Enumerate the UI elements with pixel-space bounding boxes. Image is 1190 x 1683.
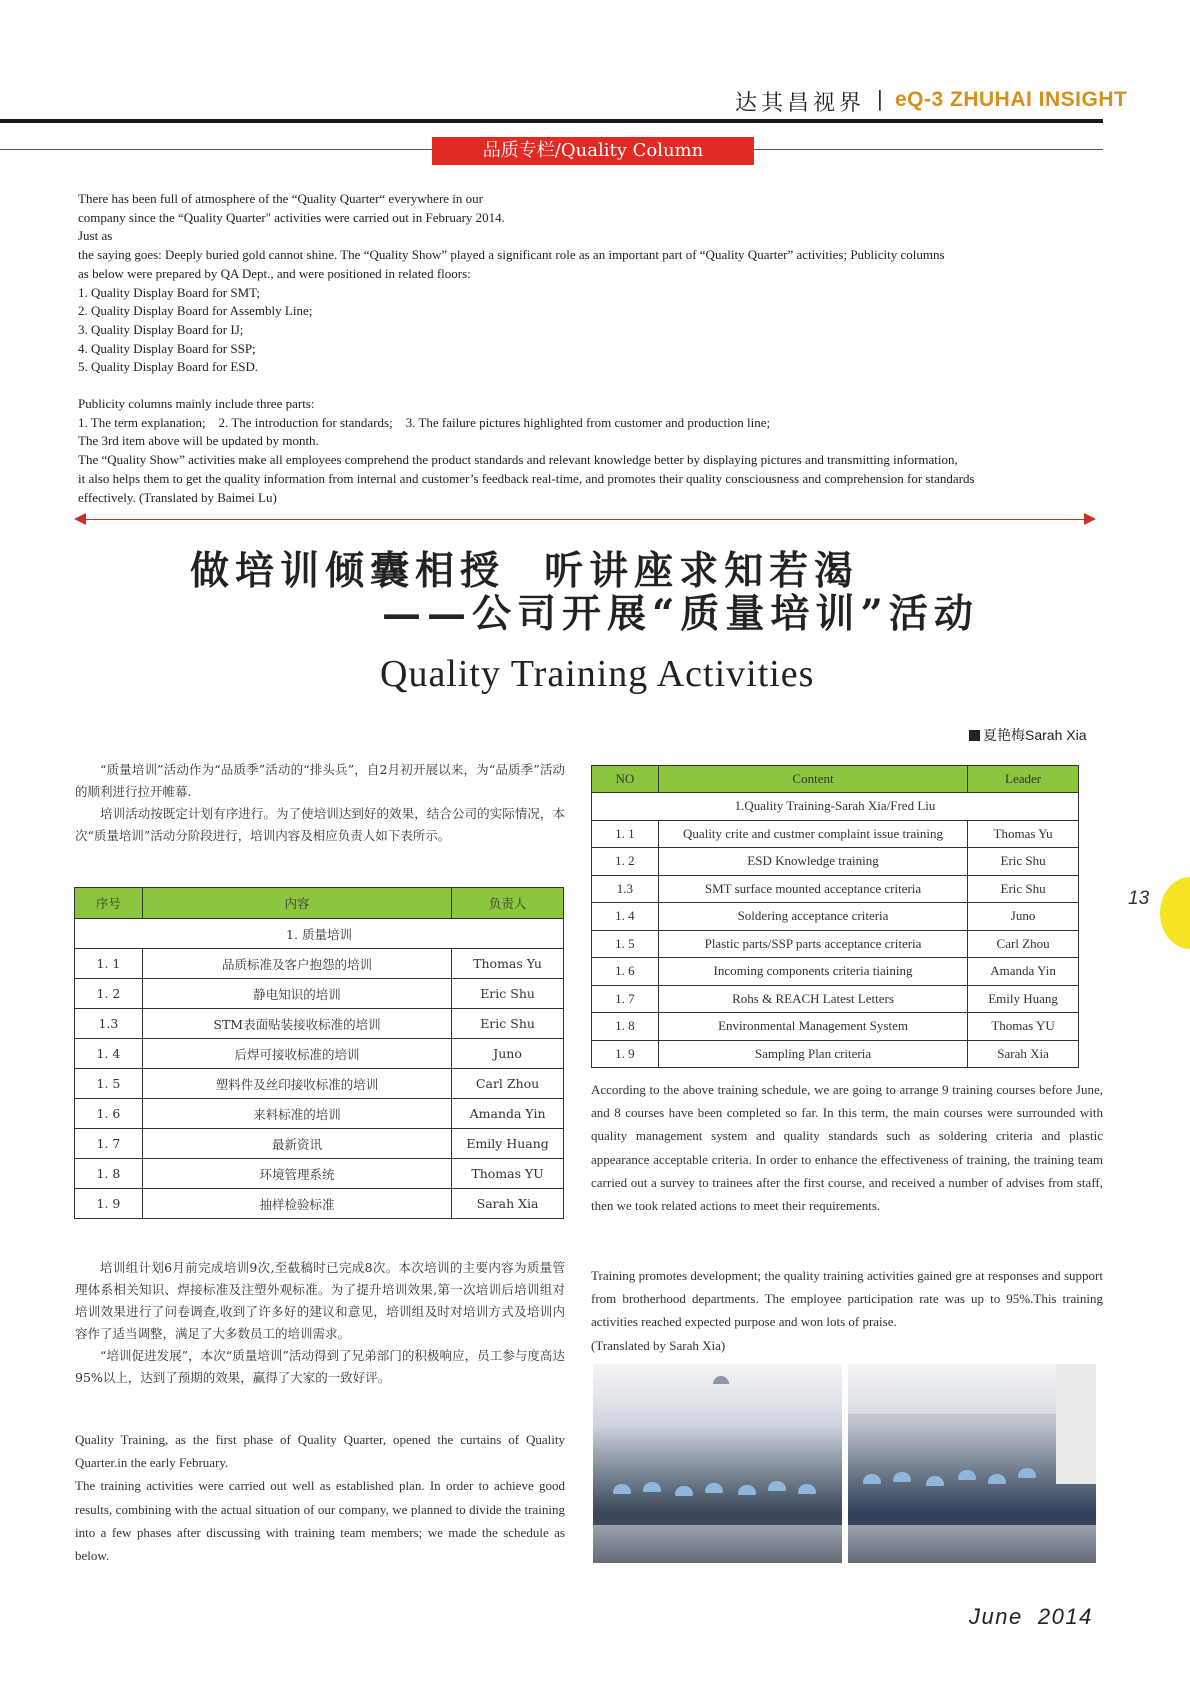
arrow-left-icon bbox=[74, 513, 86, 525]
cell-no: 1. 5 bbox=[592, 930, 659, 958]
table-row bbox=[592, 1040, 1079, 1068]
cell-leader: Eric Shu bbox=[968, 875, 1079, 903]
cell-content: Quality crite and custmer complaint issue training bbox=[658, 820, 967, 848]
cell-leader: Carl Zhou bbox=[968, 930, 1079, 958]
cell-content: Soldering acceptance criteria bbox=[658, 903, 967, 931]
cell-leader: Sarah Xia bbox=[452, 1189, 564, 1219]
arrow-right-icon bbox=[1084, 513, 1096, 525]
column-header: Content bbox=[658, 766, 967, 793]
cell-content: 后焊可接收标准的培训 bbox=[142, 1039, 451, 1069]
cn-summary bbox=[75, 1257, 565, 1389]
intro-line: 1. The term explanation; 2. The introduction for standards; 3. The failure pictures highlighted from customer and production line; bbox=[78, 414, 771, 430]
table-row bbox=[592, 875, 1079, 903]
cell-leader: Eric Shu bbox=[452, 979, 564, 1009]
cell-content: Environmental Management System bbox=[658, 1013, 967, 1041]
issue-date: June 2014 bbox=[969, 1604, 1093, 1629]
en-paragraph: The training activities were carried out well as established plan. In order to achieve good results, combining with the actual situation of our company, we planned to divide the training into a few phases after discussing with training team members; we made the schedule as below. bbox=[75, 1478, 565, 1564]
intro-line: The 3rd item above will be updated by month. bbox=[78, 433, 319, 449]
section-title: 1. 质量培训 bbox=[75, 919, 564, 949]
cell-no: 1. 8 bbox=[592, 1013, 659, 1041]
table-row bbox=[75, 1039, 564, 1069]
cell-no: 1. 7 bbox=[592, 985, 659, 1013]
intro-line: company since the “Quality Quarter" activities were carried out in February 2014. bbox=[78, 209, 505, 225]
cell-leader: Eric Shu bbox=[968, 848, 1079, 876]
cell-no: 1. 4 bbox=[592, 903, 659, 931]
arrow-divider bbox=[84, 519, 1086, 520]
cell-content: Rohs & REACH Latest Letters bbox=[658, 985, 967, 1013]
cell-leader: Emily Huang bbox=[452, 1129, 564, 1159]
cell-no: 1. 6 bbox=[75, 1099, 143, 1129]
author-byline bbox=[969, 725, 1086, 745]
column-header: Leader bbox=[968, 766, 1079, 793]
table-header-row bbox=[75, 888, 564, 919]
brand-en: eQ-3 ZHUHAI INSIGHT bbox=[895, 88, 1128, 111]
table-row bbox=[592, 958, 1079, 986]
table-row bbox=[592, 985, 1079, 1013]
table-row bbox=[75, 1129, 564, 1159]
cell-leader: Juno bbox=[968, 903, 1079, 931]
cn-paragraph: “培训促进发展”，本次“质量培训”活动得到了兄弟部门的积极响应，员工参与度高达95%以上，达到了预期的效果，赢得了大家的一致好评。 bbox=[75, 1348, 565, 1385]
en-right-text-2 bbox=[591, 1264, 1103, 1357]
article-subtitle-cn: ——公司开展“质量培训”活动 bbox=[382, 591, 979, 637]
cn-paragraph: “质量培训”活动作为“品质季”活动的“排头兵”，自2月初开展以来，为“品质季”活动的顺利进行拉开帷幕. bbox=[75, 762, 565, 799]
cell-content: SMT surface mounted acceptance criteria bbox=[658, 875, 967, 903]
table-row bbox=[75, 1009, 564, 1039]
cell-no: 1. 2 bbox=[75, 979, 143, 1009]
cell-content: 抽样检验标准 bbox=[142, 1189, 451, 1219]
cell-no: 1. 5 bbox=[75, 1069, 143, 1099]
cell-no: 1. 9 bbox=[75, 1189, 143, 1219]
cell-content: 环境管理系统 bbox=[142, 1159, 451, 1189]
column-header: 序号 bbox=[75, 888, 143, 919]
column-header: 内容 bbox=[142, 888, 451, 919]
intro-line: The “Quality Show” activities make all employees comprehend the product standards and relevant knowledge better by displaying pictures and transmitting information, bbox=[78, 452, 958, 468]
intro-line: effectively. (Translated by Baimei Lu) bbox=[78, 489, 277, 505]
header-rule bbox=[0, 119, 1103, 123]
cell-leader: Sarah Xia bbox=[968, 1040, 1079, 1068]
en-left-text bbox=[75, 1428, 565, 1567]
cell-content: 来料标准的培训 bbox=[142, 1099, 451, 1129]
cn-intro bbox=[75, 759, 565, 847]
cell-no: 1. 4 bbox=[75, 1039, 143, 1069]
cell-no: 1. 7 bbox=[75, 1129, 143, 1159]
table-row bbox=[75, 979, 564, 1009]
cell-content: 最新资讯 bbox=[142, 1129, 451, 1159]
cell-no: 1.3 bbox=[75, 1009, 143, 1039]
table-row bbox=[75, 1159, 564, 1189]
column-header: NO bbox=[592, 766, 659, 793]
article-title-en: Quality Training Activities bbox=[380, 653, 815, 695]
training-photo-2 bbox=[848, 1364, 1096, 1563]
cell-no: 1. 8 bbox=[75, 1159, 143, 1189]
cell-leader: Thomas Yu bbox=[452, 949, 564, 979]
table-row bbox=[75, 1099, 564, 1129]
cn-paragraph: 培训组计划6月前完成培训9次,至截稿时已完成8次。本次培训的主要内容为质量管理体系相关知识、焊接标准及注塑外观标准。为了提升培训效果,第一次培训后培训组对培训效果进行了问卷调查,收到了许多好的建议和意见，培训组及时对培训方式及培训内容作了适当调整，满足了大多数员工的培训需求。 bbox=[75, 1260, 565, 1341]
intro-line: 3. Quality Display Board for IJ; bbox=[78, 321, 244, 337]
author-name: 夏艳梅Sarah Xia bbox=[983, 727, 1087, 743]
intro-line: 1. Quality Display Board for SMT; bbox=[78, 284, 260, 300]
table-row bbox=[75, 1069, 564, 1099]
cell-leader: Carl Zhou bbox=[452, 1069, 564, 1099]
intro-line: the saying goes: Deeply buried gold cannot shine. The “Quality Show” played a significant role as an important part of “Quality Quarter” activities; Publicity columns bbox=[78, 247, 945, 263]
page-tab bbox=[1160, 877, 1190, 949]
cell-content: ESD Knowledge training bbox=[658, 848, 967, 876]
cell-no: 1. 1 bbox=[75, 949, 143, 979]
en-paragraph: According to the above training schedule, we are going to arrange 9 training courses before June, and 8 courses have been completed so far. In this term, the main courses were surrounded with quality management system and quality standards such as soldering criteria and plastic appearance acceptable criteria. In order to enhance the effectiveness of training, the training team carried out a survey to trainees after the first course, and received a number of advises from staff, then we took related actions to meet their requirements. bbox=[591, 1082, 1103, 1214]
square-bullet-icon bbox=[969, 730, 980, 741]
intro-line: There has been full of atmosphere of the “Quality Quarter“ everywhere in our bbox=[78, 191, 483, 206]
intro-line: it also helps them to get the quality information from internal and customer’s feedback real-time, and promotes their quality consciousness and comprehension for standards bbox=[78, 470, 975, 486]
cell-no: 1. 1 bbox=[592, 820, 659, 848]
page-number: 13 bbox=[1128, 888, 1150, 909]
intro-line: 4. Quality Display Board for SSP; bbox=[78, 340, 256, 356]
cell-content: Incoming components criteria tiaining bbox=[658, 958, 967, 986]
table-row bbox=[75, 949, 564, 979]
en-training-table bbox=[591, 765, 1079, 1068]
cell-no: 1.3 bbox=[592, 875, 659, 903]
translator-credit: (Translated by Sarah Xia) bbox=[591, 1337, 726, 1353]
cell-leader: Eric Shu bbox=[452, 1009, 564, 1039]
table-row bbox=[592, 930, 1079, 958]
table-section-row bbox=[592, 793, 1079, 821]
table-row bbox=[592, 1013, 1079, 1041]
column-tab: 品质专栏/Quality Column bbox=[432, 137, 754, 165]
cell-leader: Amanda Yin bbox=[452, 1099, 564, 1129]
article-title-cn: 做培训倾囊相授 听讲座求知若渴 bbox=[190, 548, 860, 594]
cell-no: 1. 6 bbox=[592, 958, 659, 986]
section-title: 1.Quality Training-Sarah Xia/Fred Liu bbox=[592, 793, 1079, 821]
table-row bbox=[592, 820, 1079, 848]
cell-leader: Thomas Yu bbox=[968, 820, 1079, 848]
intro-text bbox=[78, 190, 1100, 507]
brand-separator: | bbox=[877, 86, 883, 111]
intro-line: Publicity columns mainly include three parts: bbox=[78, 396, 315, 412]
en-paragraph: Training promotes development; the quality training activities gained gre at responses and support from brotherhood departments. The employee participation rate was up to 95%.This training activities reached expected purpose and won lots of praise. bbox=[591, 1268, 1103, 1330]
table-header-row bbox=[592, 766, 1079, 793]
table-row bbox=[592, 848, 1079, 876]
cell-content: Plastic parts/SSP parts acceptance criteria bbox=[658, 930, 967, 958]
cell-content: Sampling Plan criteria bbox=[658, 1040, 967, 1068]
intro-line: Just as bbox=[78, 228, 113, 244]
table-section-row bbox=[75, 919, 564, 949]
cell-content: STM表面贴装接收标准的培训 bbox=[142, 1009, 451, 1039]
table-row bbox=[592, 903, 1079, 931]
cell-leader: Thomas YU bbox=[968, 1013, 1079, 1041]
cell-leader: Amanda Yin bbox=[968, 958, 1079, 986]
cell-leader: Thomas YU bbox=[452, 1159, 564, 1189]
cell-leader: Emily Huang bbox=[968, 985, 1079, 1013]
en-right-text bbox=[591, 1078, 1103, 1217]
cn-paragraph: 培训活动按既定计划有序进行。为了使培训达到好的效果，结合公司的实际情况，本次“质量培训”活动分阶段进行，培训内容及相应负责人如下表所示。 bbox=[75, 806, 565, 843]
intro-line: 2. Quality Display Board for Assembly Line; bbox=[78, 303, 313, 319]
training-photo-1 bbox=[593, 1364, 842, 1563]
brand-cn: 达其昌视界 bbox=[735, 91, 866, 116]
table-row bbox=[75, 1189, 564, 1219]
cell-content: 品质标准及客户抱怨的培训 bbox=[142, 949, 451, 979]
column-header: 负责人 bbox=[452, 888, 564, 919]
cell-no: 1. 9 bbox=[592, 1040, 659, 1068]
intro-line: as below were prepared by QA Dept., and were positioned in related floors: bbox=[78, 265, 471, 281]
cell-content: 静电知识的培训 bbox=[142, 979, 451, 1009]
en-paragraph: Quality Training, as the first phase of Quality Quarter, opened the curtains of Quality Quarter.in the early February. bbox=[75, 1432, 565, 1471]
cell-leader: Juno bbox=[452, 1039, 564, 1069]
cn-training-table bbox=[74, 887, 564, 1219]
intro-line: 5. Quality Display Board for ESD. bbox=[78, 359, 259, 375]
cell-content: 塑料件及丝印接收标准的培训 bbox=[142, 1069, 451, 1099]
cell-no: 1. 2 bbox=[592, 848, 659, 876]
